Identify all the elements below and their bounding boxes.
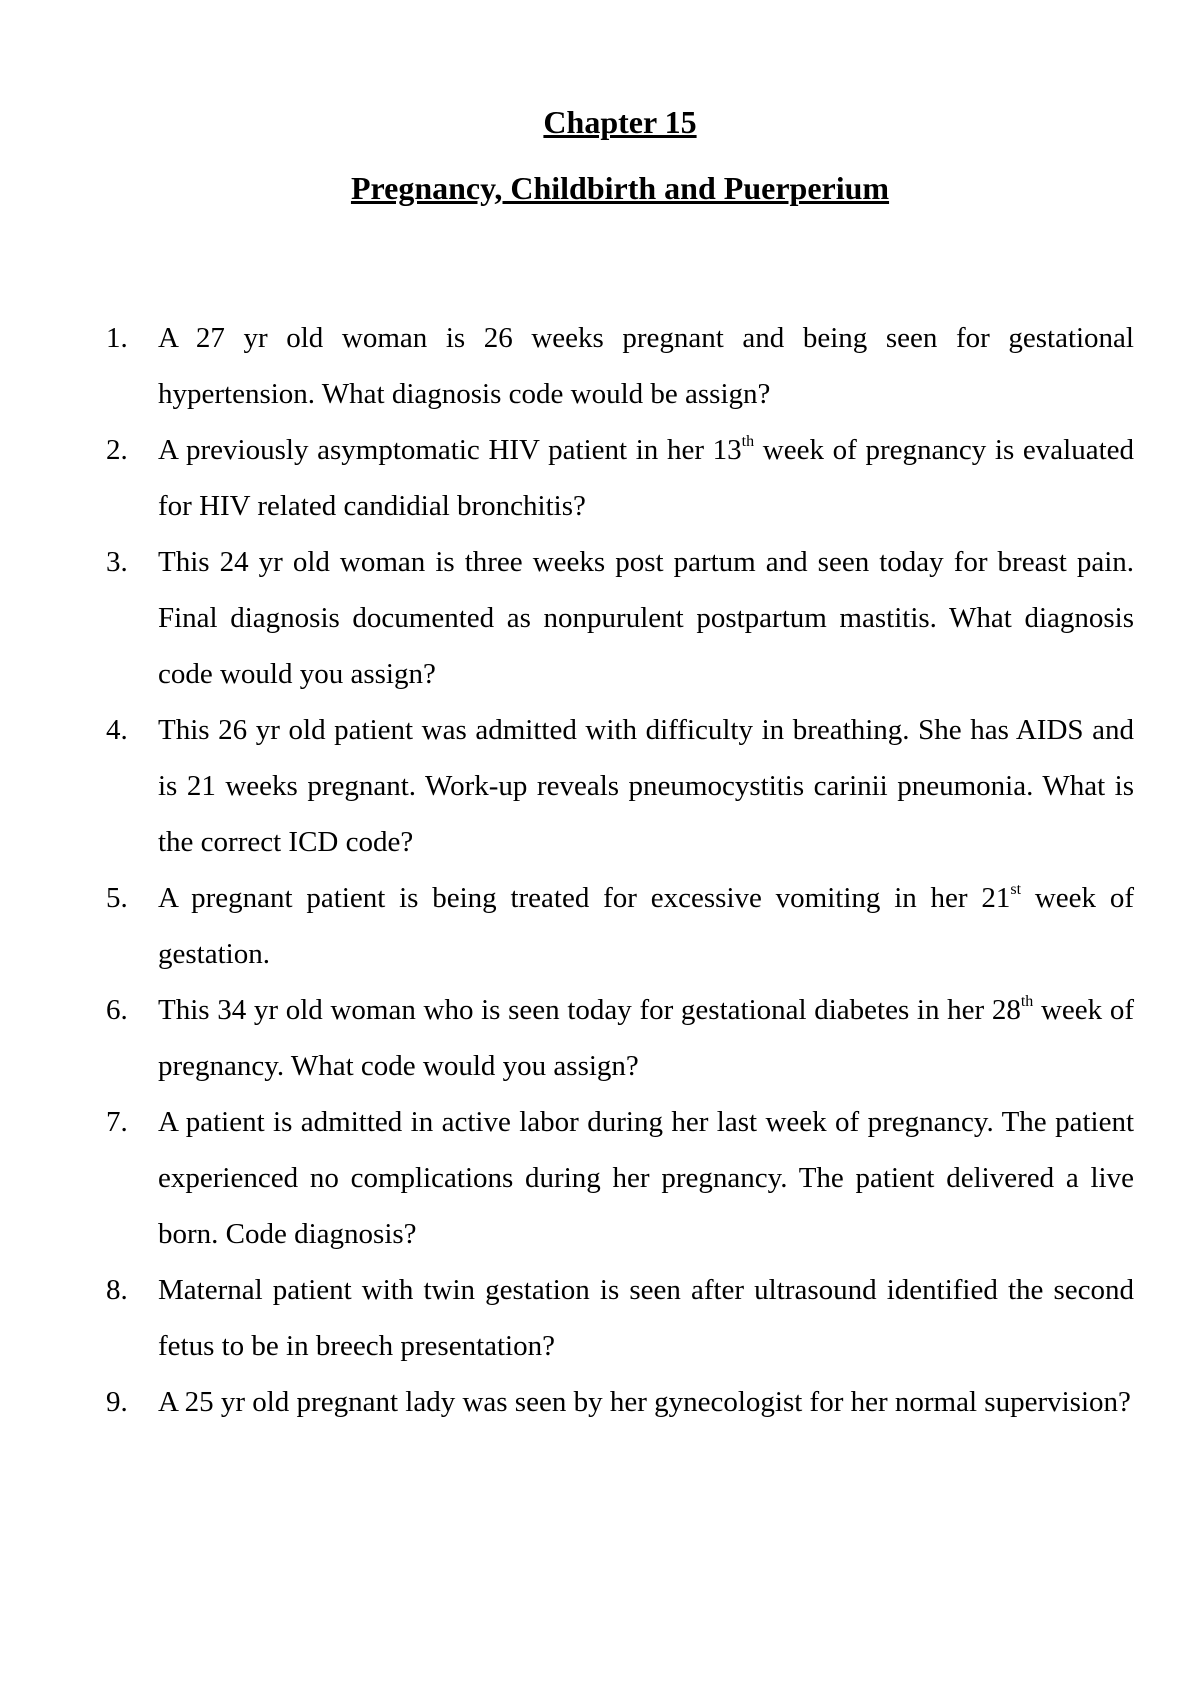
ordinal-suffix: st xyxy=(1010,881,1022,898)
question-item-2 xyxy=(106,422,1134,534)
question-text: A 27 yr old woman is 26 weeks pregnant and being seen for gestational hypertension. What diagnosis code would be assign? xyxy=(158,322,1134,410)
question-text xyxy=(158,870,1134,982)
chapter-subtitle: Pregnancy, Childbirth and Puerperium xyxy=(350,170,890,206)
question-text-part: week of pregnancy. What code would you assign? xyxy=(158,994,1135,1082)
question-item-3 xyxy=(106,534,1134,702)
question-text-part: This 34 yr old woman who is seen today for gestational diabetes in her 28 xyxy=(158,994,1021,1026)
question-number: 8. xyxy=(106,1274,128,1306)
question-text: Maternal patient with twin gestation is seen after ultrasound identified the second fetus to be in breech presentation? xyxy=(158,1274,1134,1362)
ordinal-suffix: th xyxy=(741,433,755,450)
question-text xyxy=(158,982,1134,1094)
ordinal-suffix: th xyxy=(1020,993,1034,1010)
question-number: 9. xyxy=(106,1386,128,1418)
question-number: 1. xyxy=(106,322,128,354)
question-item-6 xyxy=(106,982,1134,1094)
question-item-9 xyxy=(106,1374,1134,1430)
question-text: A patient is admitted in active labor during her last week of pregnancy. The patient experienced no complications during her pregnancy. The patient delivered a live born. Code diagnosis? xyxy=(158,1106,1134,1250)
question-item-8 xyxy=(106,1262,1134,1374)
question-number: 3. xyxy=(106,546,128,578)
question-number: 6. xyxy=(106,994,128,1026)
question-text-part: week of pregnancy is evaluated for HIV related candidial bronchitis? xyxy=(158,434,1135,522)
question-text xyxy=(158,422,1134,534)
question-text: This 26 yr old patient was admitted with difficulty in breathing. She has AIDS and is 21 weeks pregnant. Work-up reveals pneumocystitis carinii pneumonia. What is the correct ICD code? xyxy=(158,714,1134,858)
question-item-7 xyxy=(106,1094,1134,1262)
question-text: This 24 yr old woman is three weeks post partum and seen today for breast pain. Final diagnosis documented as nonpurulent postpartum mastitis. What diagnosis code would you assign? xyxy=(158,546,1134,690)
question-text: A 25 yr old pregnant lady was seen by her gynecologist for her normal supervision? xyxy=(158,1386,1131,1418)
question-text-part: A pregnant patient is being treated for excessive vomiting in her 21 xyxy=(158,882,1011,914)
question-number: 5. xyxy=(106,882,128,914)
question-item-4 xyxy=(106,702,1134,870)
question-number: 4. xyxy=(106,714,128,746)
chapter-title: Chapter 15 xyxy=(543,104,697,140)
question-item-5 xyxy=(106,870,1134,982)
question-number: 7. xyxy=(106,1106,128,1138)
question-list xyxy=(106,310,1134,1430)
question-text-part: A previously asymptomatic HIV patient in her 13 xyxy=(158,434,742,466)
question-text-part: week of gestation. xyxy=(158,882,1134,970)
question-item-1 xyxy=(106,310,1134,422)
question-number: 2. xyxy=(106,434,128,466)
